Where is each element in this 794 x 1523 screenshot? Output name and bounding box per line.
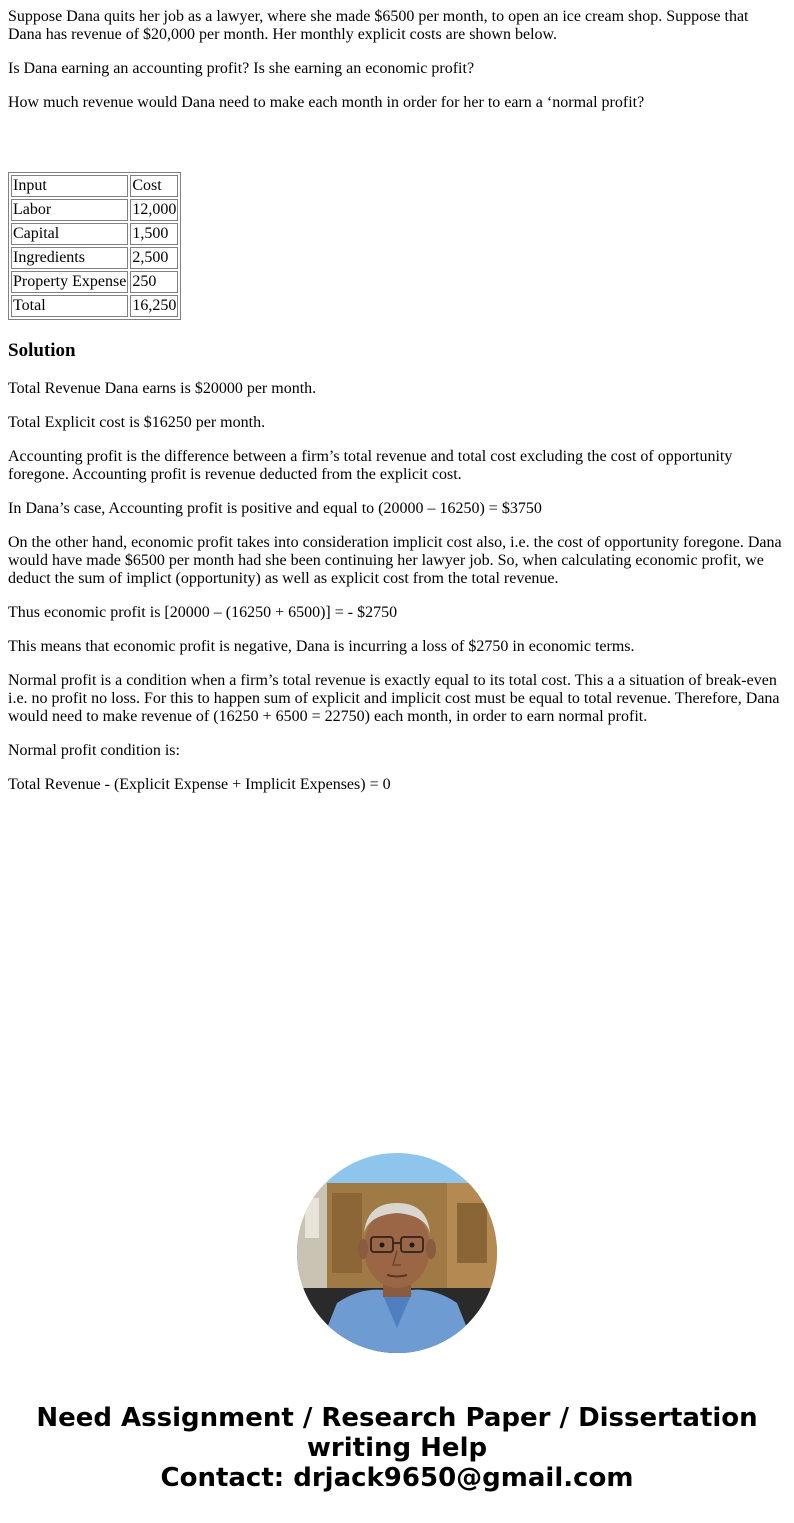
table-header-row [11, 175, 178, 197]
table-row [11, 247, 178, 269]
table-cell: Capital [11, 223, 128, 245]
author-avatar [297, 1153, 497, 1353]
table-cell: Input [11, 175, 128, 197]
solution-paragraph: On the other hand, economic profit takes into consideration implicit cost also, i.e. the cost of opportunity foregone. Dana would have made $6500 per month had she been continuing her lawyer job. So, when calculating economic profit, we deduct the sum of implict (opportunity) as well as explicit cost from the total revenue. [8, 534, 782, 587]
table-cell: Property Expense [11, 271, 128, 293]
solution-paragraph: Total Revenue Dana earns is $20000 per month. [8, 380, 317, 397]
solution-paragraph: In Dana’s case, Accounting profit is positive and equal to (20000 – 16250) = $3750 [8, 500, 542, 517]
cost-table [8, 172, 181, 320]
table-cell: 1,500 [130, 223, 178, 245]
question-paragraph: Is Dana earning an accounting profit? Is she earning an economic profit? [8, 60, 475, 77]
promo-line: writing Help [306, 1433, 488, 1463]
table-row [11, 199, 178, 221]
table-cell: 2,500 [130, 247, 178, 269]
table-cell: 250 [130, 271, 178, 293]
table-row [11, 295, 178, 317]
portrait-illustration [297, 1153, 497, 1353]
table-cell: Cost [130, 175, 178, 197]
solution-heading: Solution [8, 340, 76, 361]
table-row [11, 271, 178, 293]
table-cell: Labor [11, 199, 128, 221]
solution-paragraph: Normal profit condition is: [8, 742, 180, 759]
table-cell: 16,250 [130, 295, 178, 317]
solution-paragraph: Thus economic profit is [20000 – (16250 + 6500)] = - $2750 [8, 604, 398, 621]
table-row [11, 223, 178, 245]
table-cell: 12,000 [130, 199, 178, 221]
promo-contact: Contact: drjack9650@gmail.com [160, 1463, 634, 1493]
solution-paragraph: This means that economic profit is negative, Dana is incurring a loss of $2750 in economic terms. [8, 638, 635, 655]
solution-paragraph: Accounting profit is the difference between a firm’s total revenue and total cost excluding the cost of opportunity foregone. Accounting profit is revenue deducted from the explicit cost. [8, 448, 733, 483]
question-paragraph: How much revenue would Dana need to make each month in order for her to earn a ‘normal profit? [8, 94, 645, 111]
table-cell: Ingredients [11, 247, 128, 269]
solution-paragraph: Total Revenue - (Explicit Expense + Implicit Expenses) = 0 [8, 776, 391, 793]
promo-line: Need Assignment / Research Paper / Dissertation [36, 1403, 758, 1433]
solution-paragraph: Normal profit is a condition when a firm’s total revenue is exactly equal to its total cost. This a a situation of break-even i.e. no profit no loss. For this to happen sum of explicit and implicit cost must be equal to total revenue. Therefore, Dana would need to make revenue of (16250 + 6500 = 22750) each month, in order to earn normal profit. [8, 672, 780, 725]
solution-paragraph: Total Explicit cost is $16250 per month. [8, 414, 266, 431]
promo-banner [0, 1403, 794, 1493]
table-cell: Total [11, 295, 128, 317]
question-paragraph: Suppose Dana quits her job as a lawyer, where she made $6500 per month, to open an ice cream shop. Suppose that Dana has revenue of $20,000 per month. Her monthly explicit costs are shown below. [8, 8, 749, 43]
spacer [8, 128, 786, 172]
